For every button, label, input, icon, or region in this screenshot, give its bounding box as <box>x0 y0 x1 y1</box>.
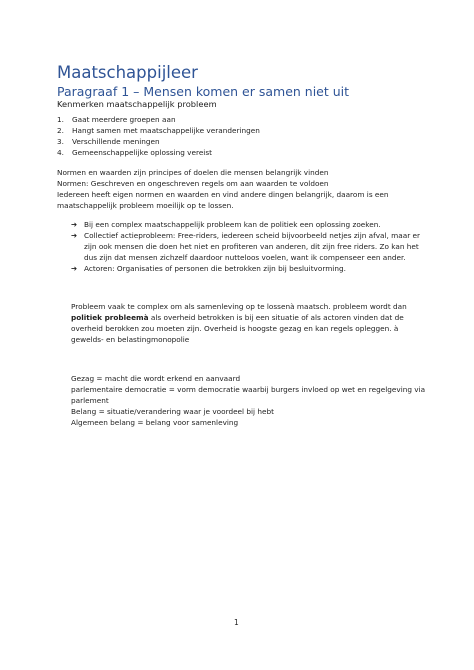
bullet-item <box>71 219 420 230</box>
list-number: 2. <box>57 126 64 135</box>
text-line: gewelds- en belastingmonopolie <box>71 335 190 344</box>
list-item <box>57 114 260 125</box>
text-line: Collectief actieprobleem: Free-riders, iedereen scheid bijvoorbeeld netjes zijn afval, maar er <box>84 231 421 240</box>
list-number: 4. <box>57 148 64 157</box>
page-title: Maatschappijleer <box>57 63 198 82</box>
text-line: dus zijn dat mensen zichzelf daardoor nutteloos voelen, want ik compenseer een ander. <box>84 253 406 262</box>
text-line: Algemeen belang = belang voor samenleving <box>71 418 239 427</box>
list-item-text: Verschillende meningen <box>72 137 160 146</box>
text-line <box>71 312 407 323</box>
definities-paragraph <box>71 373 425 428</box>
normen-paragraph <box>57 167 389 211</box>
arrow-right-icon: ➔ <box>71 220 78 229</box>
text-line: Normen en waarden zijn principes of doelen die mensen belangrijk vinden <box>57 168 329 177</box>
section-heading: Kenmerken maatschappelijk probleem <box>57 99 217 109</box>
list-item-text: Gaat meerdere groepen aan <box>72 115 176 124</box>
arrow-right-icon: ➔ <box>71 231 78 240</box>
list-item-text: Gemeenschappelijke oplossing vereist <box>72 148 212 157</box>
arrow-right-icon: ➔ <box>71 264 78 273</box>
paragraph-heading: Paragraaf 1 – Mensen komen er samen niet uit <box>57 84 350 99</box>
text-line: parlementaire democratie = vorm democratie waarbij burgers invloed op wet en regelgeving via <box>71 385 426 394</box>
kenmerken-list <box>57 114 260 158</box>
bullet-item <box>71 230 420 263</box>
arrow-bullet-list <box>71 219 420 274</box>
text-line: Normen: Geschreven en ongeschreven regels om aan waarden te voldoen <box>57 179 329 188</box>
text-line: Probleem vaak te complex om als samenleving op te lossenà maatsch. probleem wordt dan <box>71 302 407 311</box>
page-number: 1 <box>234 618 239 627</box>
text-line: overheid berokken zou moeten zijn. Overheid is hoogste gezag en kan regels opleggen. à <box>71 324 399 333</box>
bullet-item <box>71 263 420 274</box>
text-line: Iedereen heeft eigen normen en waarden en vind andere dingen belangrijk, daarom is een <box>57 190 389 199</box>
text-run: als overheid betrokken is bij een situatie of als actoren vinden dat de <box>148 313 404 322</box>
text-line: Gezag = macht die wordt erkend en aanvaard <box>71 374 241 383</box>
list-item <box>57 147 260 158</box>
list-item <box>57 136 260 147</box>
bold-term: politiek probleemà <box>71 313 149 322</box>
list-item-text: Hangt samen met maatschappelijke veranderingen <box>72 126 260 135</box>
text-line: Actoren: Organisaties of personen die betrokken zijn bij besluitvorming. <box>84 264 346 273</box>
list-number: 1. <box>57 115 64 124</box>
text-line: maatschappelijk probleem moeilijk op te lossen. <box>57 201 234 210</box>
text-line: Bij een complex maatschappelijk probleem kan de politiek een oplossing zoeken. <box>84 220 381 229</box>
text-line: zijn ook mensen die doen het niet en profiteren van anderen, dit zijn free riders. Zo kan het <box>84 242 419 251</box>
text-line: Belang = situatie/verandering waar je voordeel bij hebt <box>71 407 275 416</box>
list-number: 3. <box>57 137 64 146</box>
text-line: parlement <box>71 396 109 405</box>
probleem-paragraph <box>71 301 407 345</box>
list-item <box>57 125 260 136</box>
